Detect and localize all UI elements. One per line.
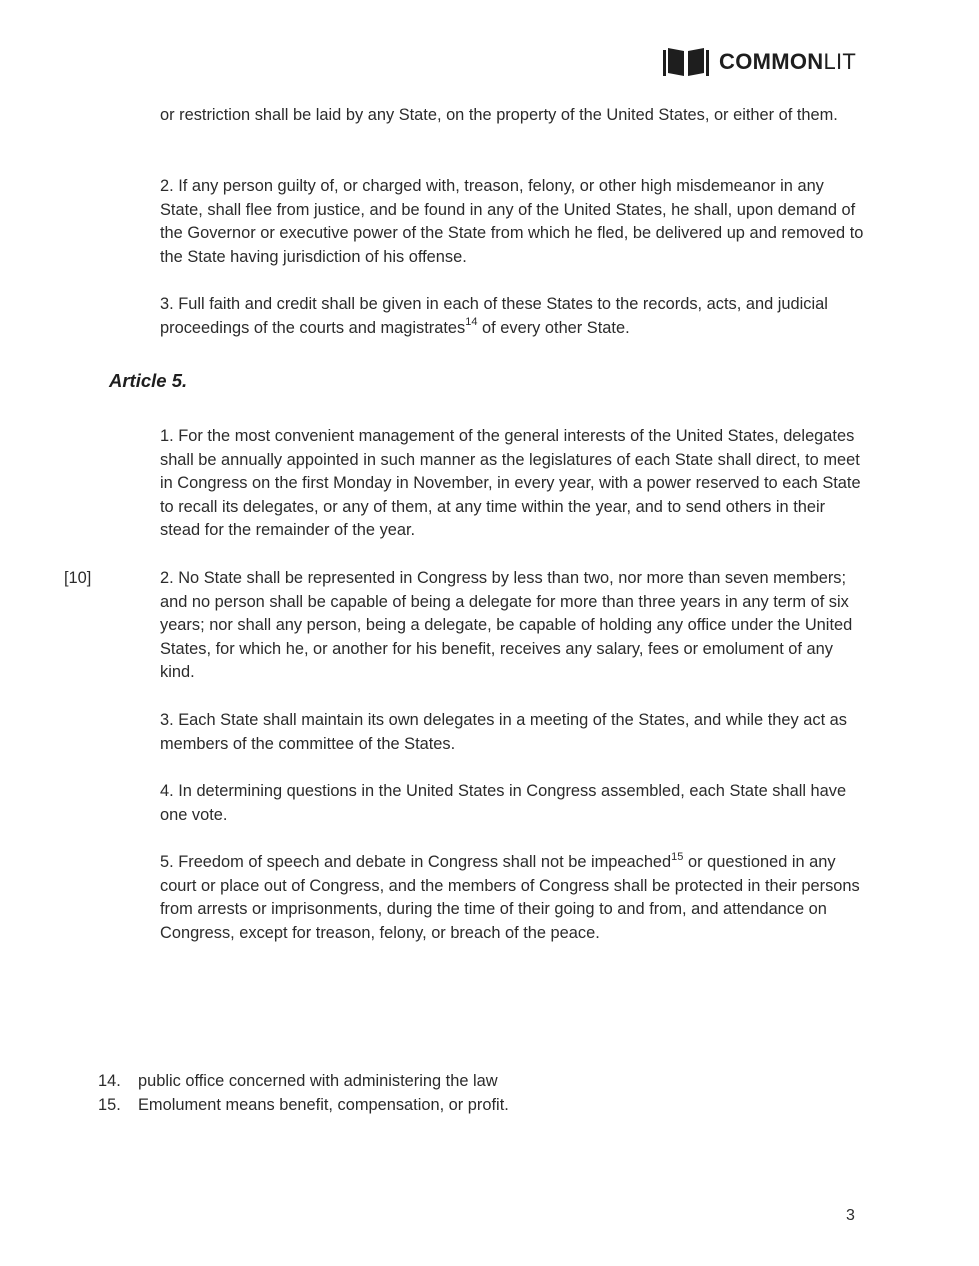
commonlit-logo [663,46,856,78]
continued-paragraph: or restriction shall be laid by any State, on the property of the United States, or either of them. [160,106,838,124]
footnote-text: public office concerned with administering the law [138,1072,498,1090]
brand-name-light: LIT [823,49,857,74]
paragraph-text: of every other State. [477,318,630,337]
open-book-icon [663,46,709,78]
article-4-paragraph-3 [160,293,865,340]
article-5-paragraph-1: 1. For the most convenient management of the general interests of the United States, delegates shall be annually appointed in such manner as the legislatures of each State shall direct, to meet in Congress on the first Monday in November, in every year, with a power reserved to each State to recall its delegates, or any of them, at any time within the year, and to send others in their stead for the remainder of the year. [160,427,861,540]
page-number: 3 [846,1207,855,1224]
article-4-paragraph-2: 2. If any person guilty of, or charged with, treason, felony, or other high misdemeanor in any State, shall flee from justice, and be found in any of the United States, he shall, upon demand of the Governor or executive power of the State from which he fled, be delivered up and removed to the State having jurisdiction of his offense. [160,177,864,266]
footnotes-list [98,1069,858,1117]
paragraph-text: 3. Full faith and credit shall be given in each of these States to the records, acts, and judicial proceedings of the courts and magistrates [160,295,828,337]
article-5-paragraph-4: 4. In determining questions in the United States in Congress assembled, each State shall have one vote. [160,782,847,824]
footnote-text: Emolument means benefit, compensation, or profit. [138,1096,509,1114]
line-number-marker: [10] [64,569,92,587]
paragraph-text: or questioned in any court or place out of Congress, and the members of Congress shall be protected in their persons from arrests or imprisonments, during the time of their going to and from, and attendance on Congress, except for treason, felony, or breach of the peace. [160,853,860,942]
article-5-paragraph-5 [160,851,865,945]
brand-name-bold: COMMON [719,49,824,74]
footnote-ref-15[interactable]: 15 [671,850,684,863]
paragraph-text: 5. Freedom of speech and debate in Congress shall not be impeached [160,853,672,871]
article-5-paragraph-2: 2. No State shall be represented in Congress by less than two, nor more than seven members; and no person shall be capable of being a delegate for more than three years in any term of six years; nor shall any person, being a delegate, be capable of holding any office under the United States, for which he, or another for his benefit, receives any salary, fees or emolument of any kind. [160,569,853,682]
article-5-heading: Article 5. [109,370,188,391]
brand-name [719,49,856,75]
footnote-item [98,1069,858,1093]
footnote-number: 15. [98,1096,121,1114]
footnote-item [98,1093,858,1117]
footnote-ref-14[interactable]: 14 [465,316,478,329]
article-5-paragraph-3: 3. Each State shall maintain its own delegates in a meeting of the States, and while they act as members of the committee of the States. [160,711,847,753]
footnote-number: 14. [98,1072,121,1090]
